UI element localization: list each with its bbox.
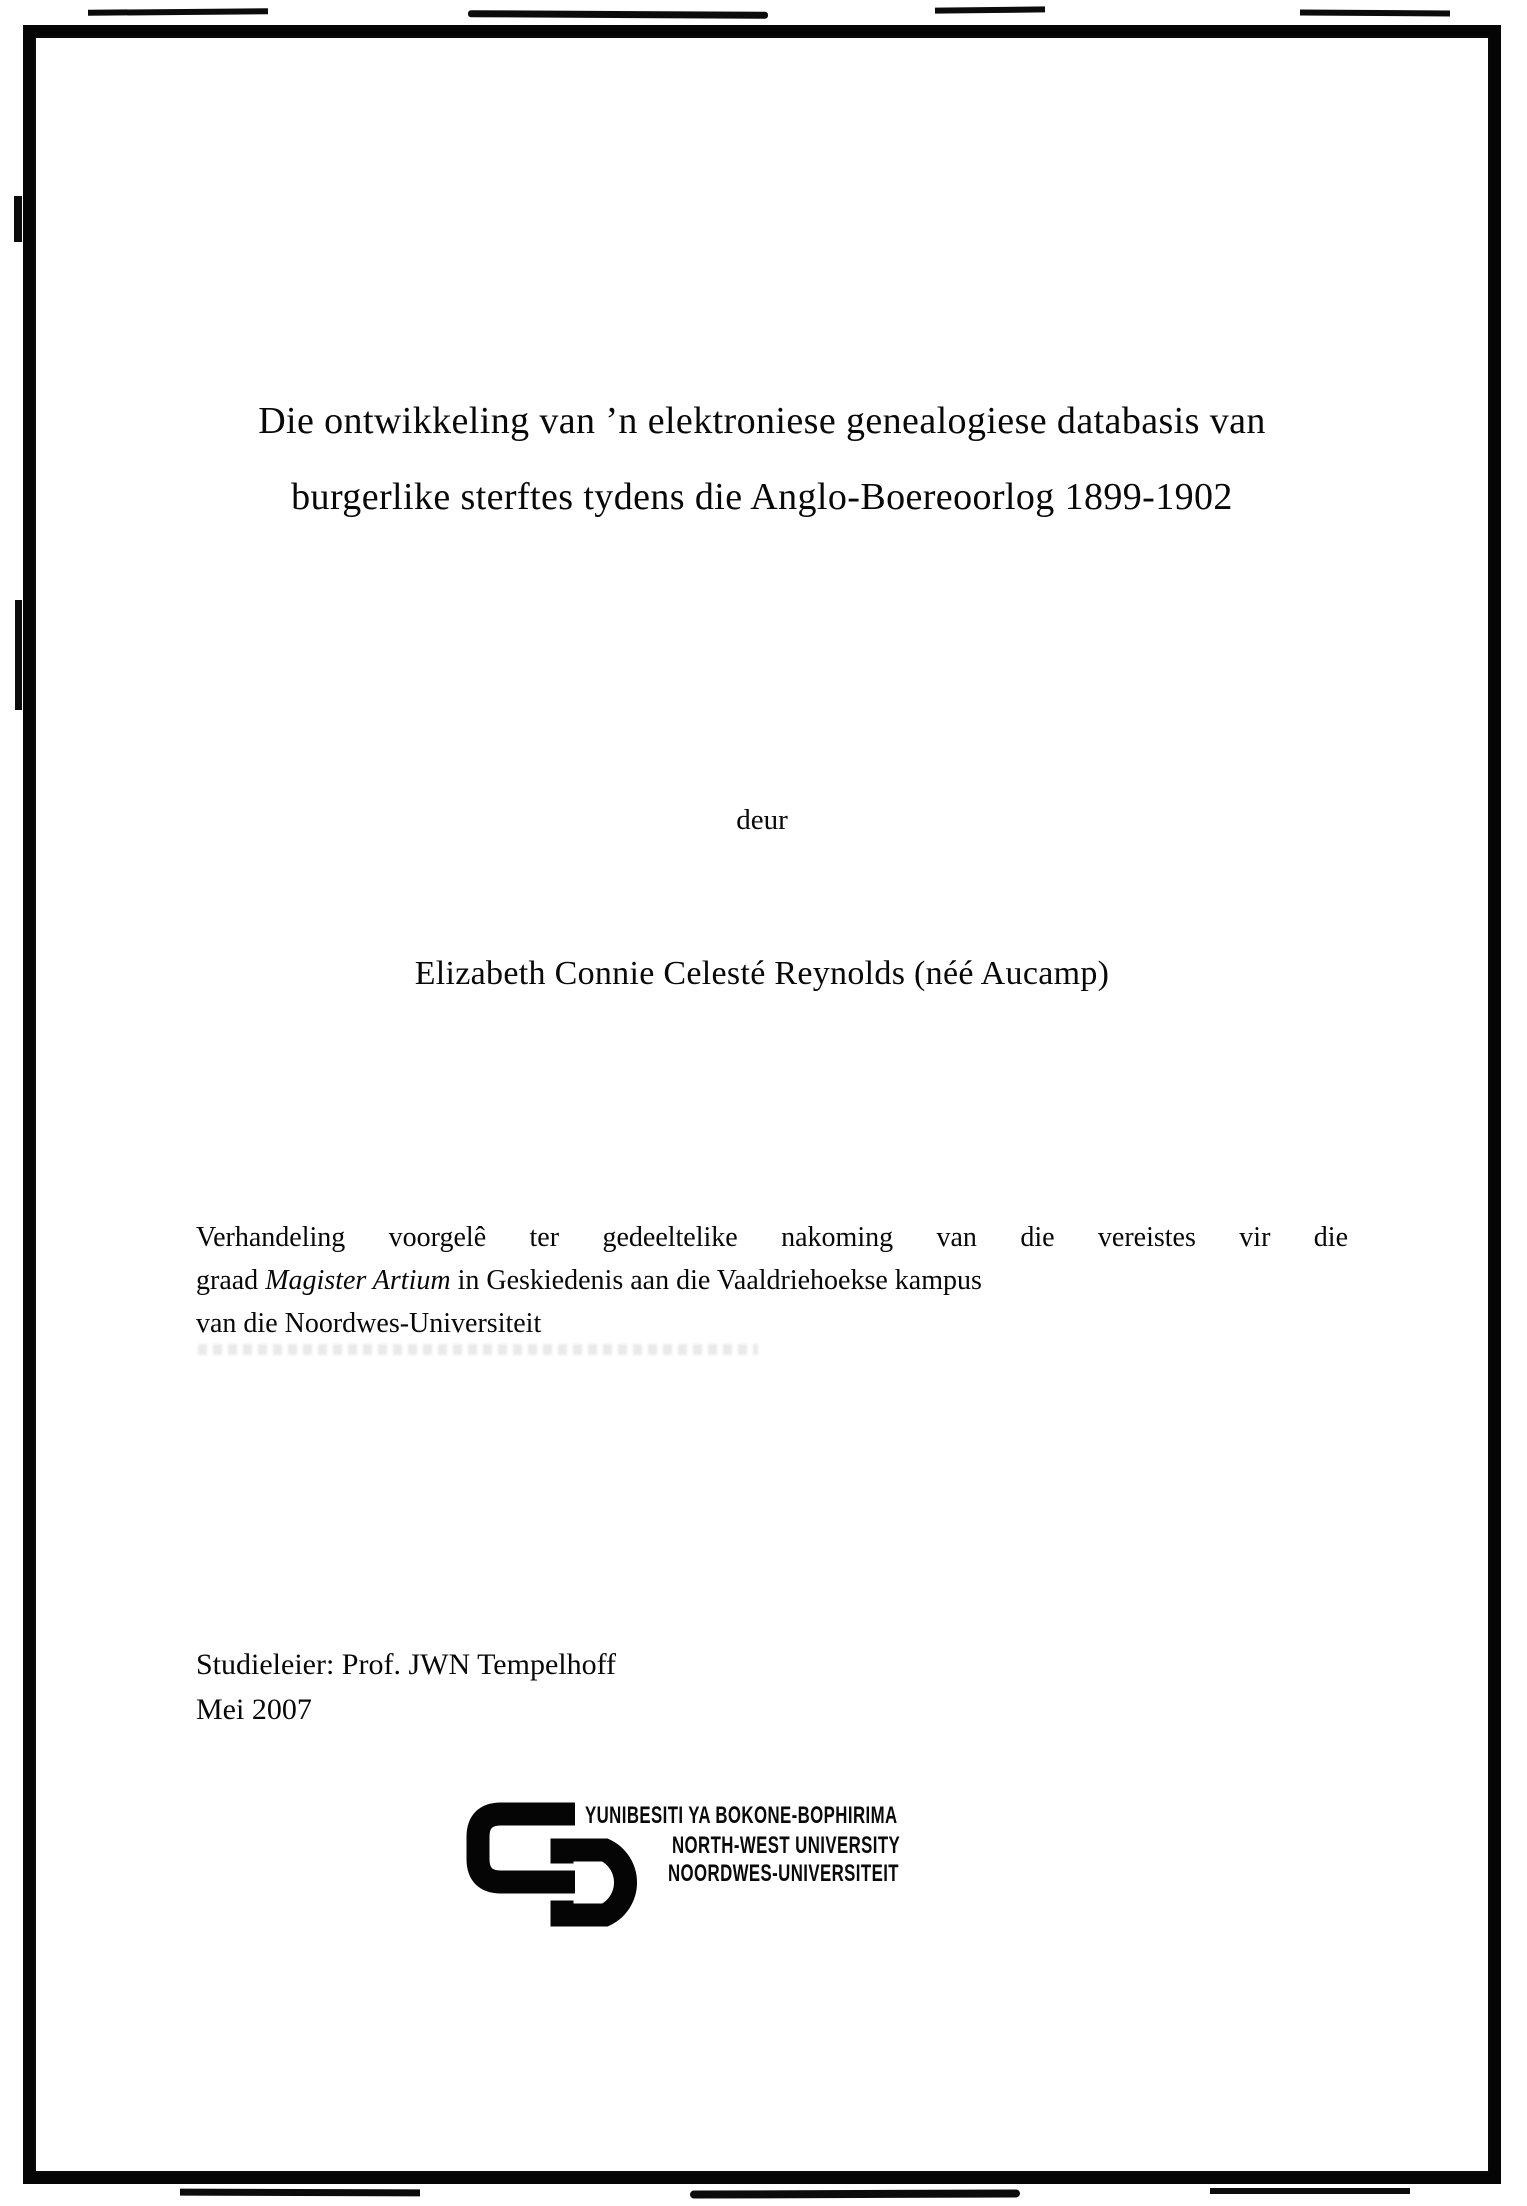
degree-statement-line2-suffix: in Geskiedenis aan die Vaaldriehoekse kampus bbox=[450, 1265, 982, 1296]
scan-artifact bbox=[1210, 2188, 1410, 2194]
scan-artifact bbox=[15, 600, 22, 710]
degree-statement-line1: Verhandeling voorgelê ter gedeeltelike nakoming van die vereistes vir die bbox=[196, 1222, 1348, 1253]
date-line: Mei 2007 bbox=[196, 1693, 312, 1726]
degree-statement-line2 bbox=[196, 1259, 1348, 1302]
logo-text-setswana: YUNIBESITI YA BOKONE-BOPHIRIMA bbox=[585, 1802, 898, 1829]
degree-statement bbox=[196, 1216, 1348, 1345]
degree-name-italic: Magister Artium bbox=[265, 1265, 451, 1296]
degree-statement-line2-prefix: graad bbox=[196, 1265, 266, 1296]
scan-artifact bbox=[935, 6, 1045, 13]
byline-label: deur bbox=[736, 804, 788, 836]
scan-artifact bbox=[88, 8, 268, 16]
supervisor-line: Studieleier: Prof. JWN Tempelhoff bbox=[196, 1648, 617, 1681]
scan-artifact bbox=[14, 196, 22, 242]
university-logo bbox=[465, 1795, 1085, 1935]
degree-statement-line3: van die Noordwes-Universiteit bbox=[196, 1308, 542, 1339]
scan-artifact bbox=[180, 2189, 420, 2197]
supervisor-block bbox=[196, 1642, 616, 1732]
logo-text-afrikaans: NOORDWES-UNIVERSITEIT bbox=[668, 1860, 899, 1887]
logo-text-english: NORTH-WEST UNIVERSITY bbox=[672, 1832, 901, 1859]
author-name: Elizabeth Connie Celesté Reynolds (néé Aucamp) bbox=[414, 955, 1110, 992]
thesis-title-line2: burgerlike sterftes tydens die Anglo-Boereoorlog 1899-1902 bbox=[291, 476, 1233, 518]
thesis-title-line1: Die ontwikkeling van ’n elektroniese genealogiese databasis van bbox=[258, 400, 1266, 442]
scan-artifact bbox=[690, 2189, 1020, 2198]
thesis-title bbox=[37, 383, 1487, 535]
scan-artifact bbox=[468, 10, 768, 19]
scan-artifact bbox=[1300, 9, 1450, 16]
